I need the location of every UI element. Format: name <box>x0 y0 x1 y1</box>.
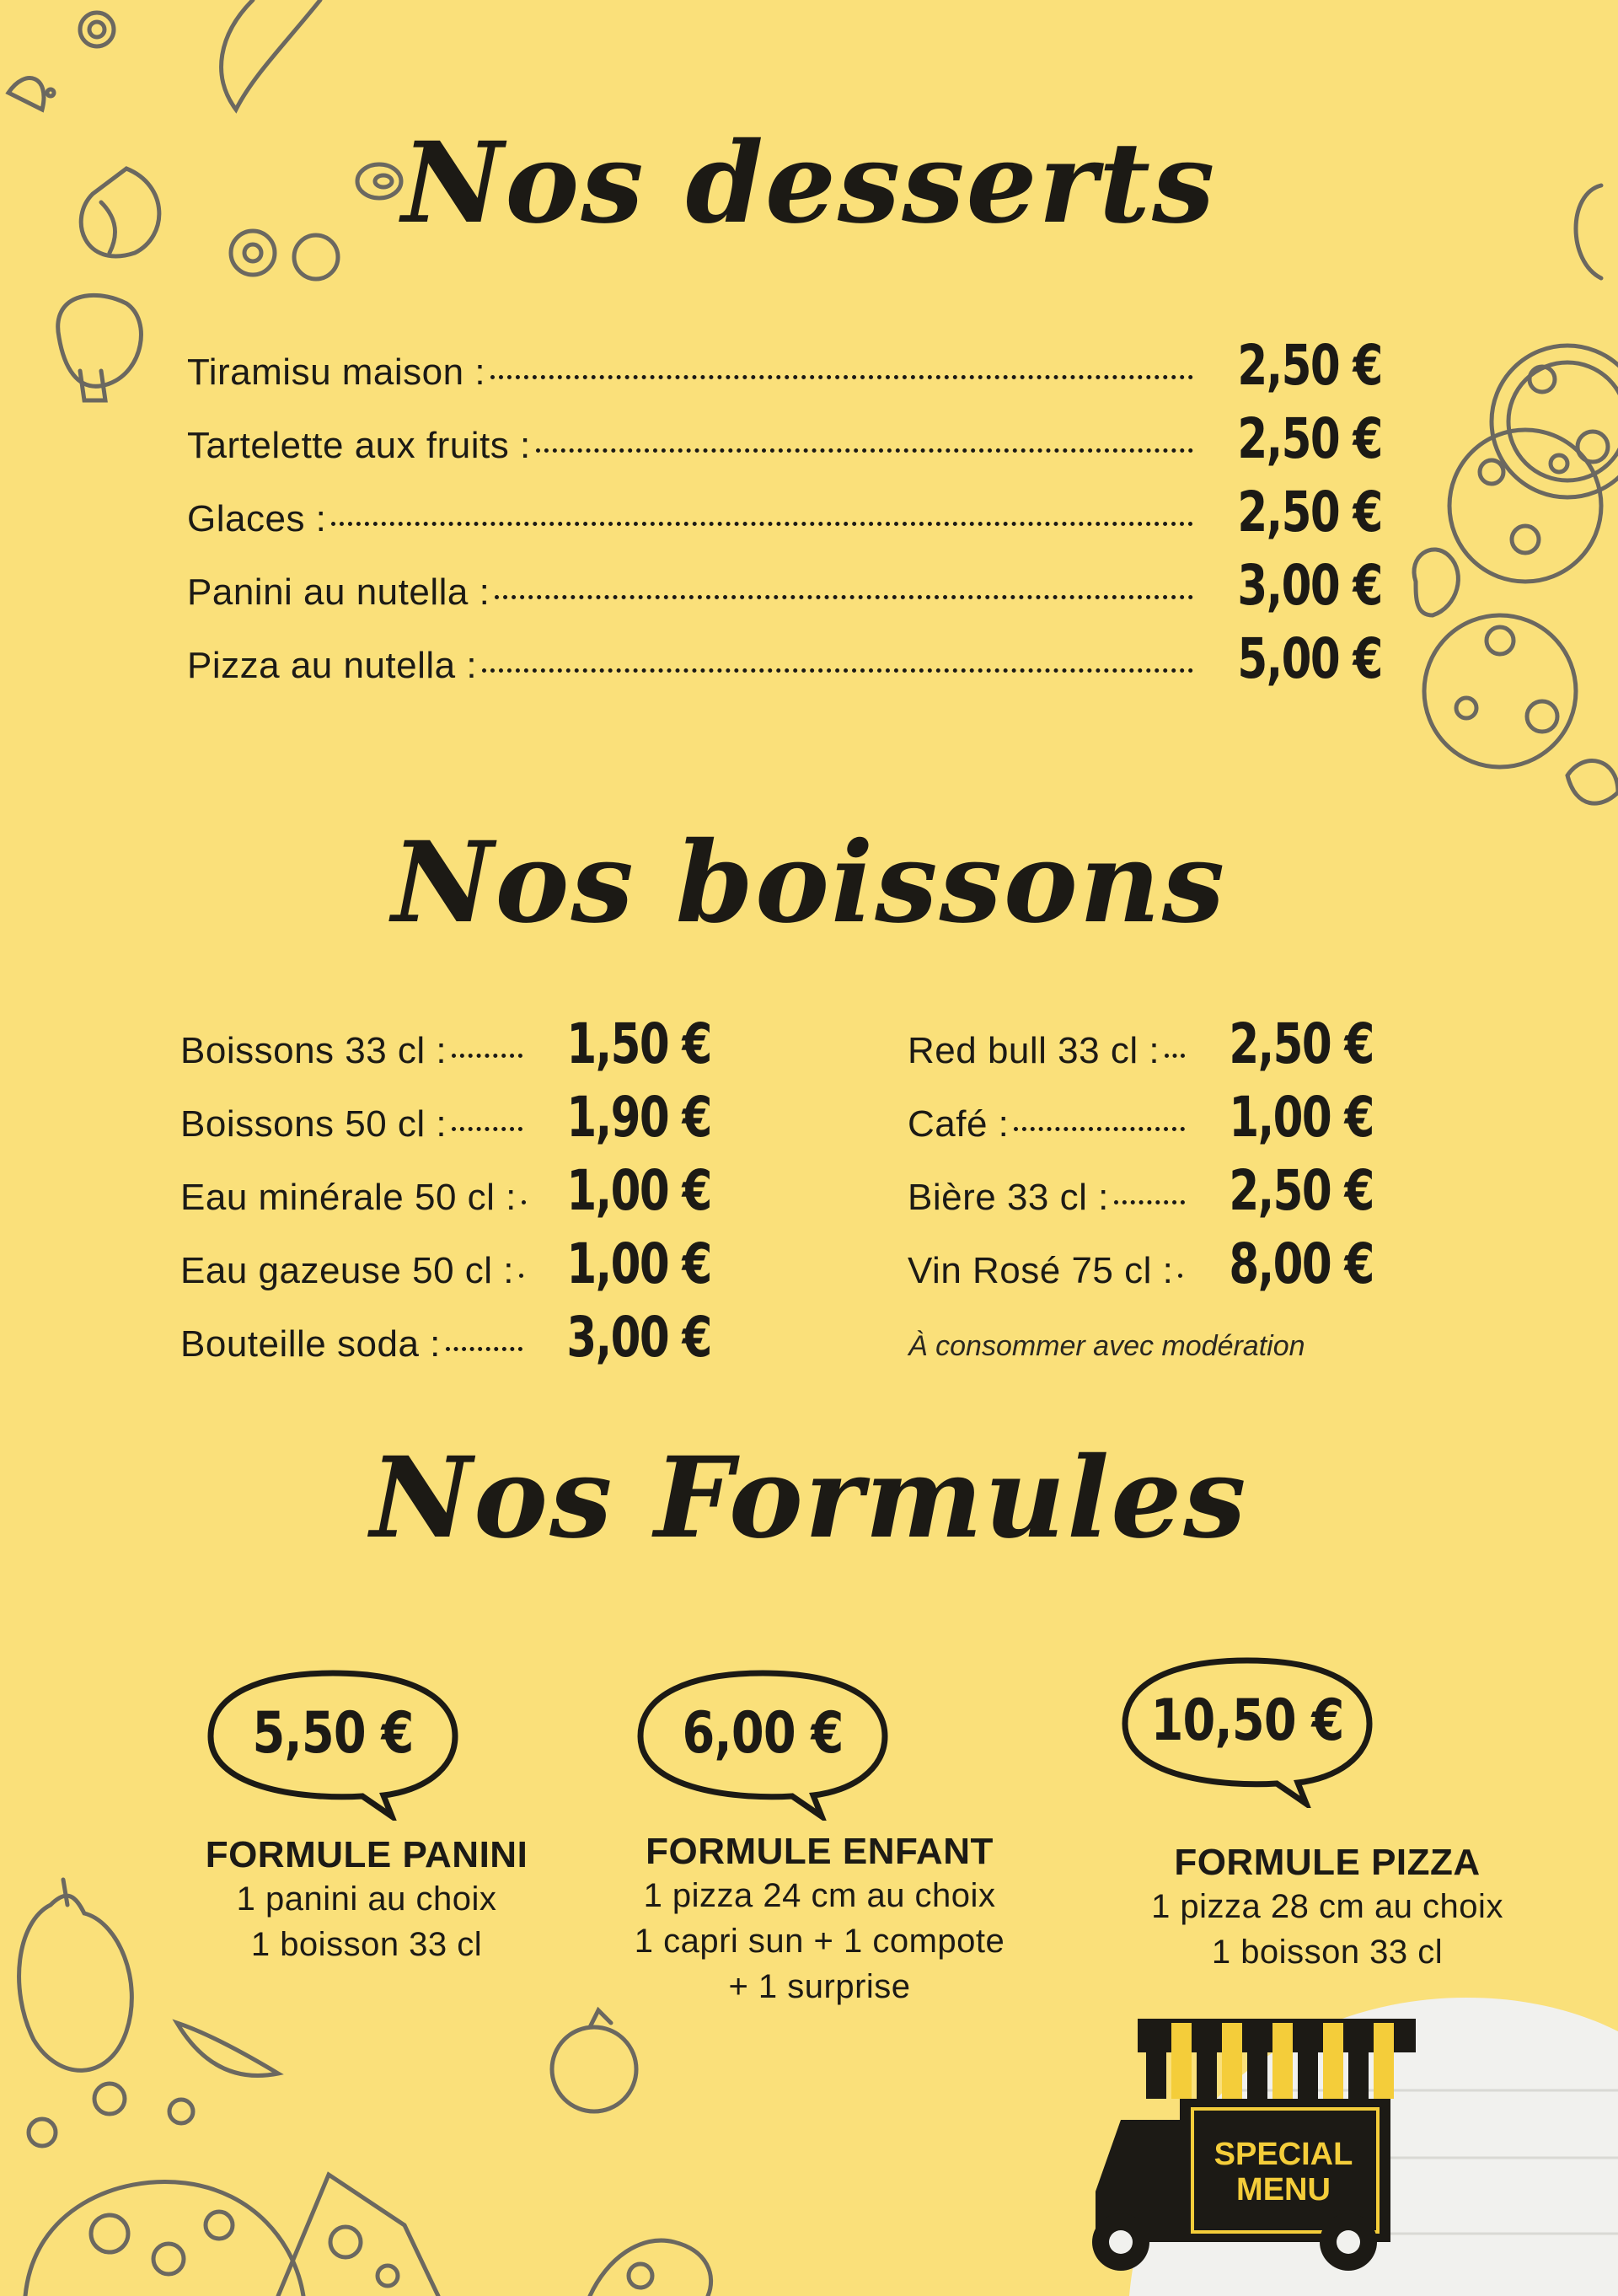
formulas-title: Nos Formules <box>370 1433 1248 1564</box>
drink-price: 3,00 € <box>566 1305 711 1370</box>
formula-line: 1 panini au choix <box>236 1880 497 1918</box>
leader-dots <box>452 1127 522 1131</box>
formula-price: 5,50 € <box>252 1700 414 1767</box>
drink-row-right-4 <box>908 1231 1374 1296</box>
formula-line: 1 capri sun + 1 compote <box>634 1923 1005 1960</box>
drink-row-right-1 <box>908 1011 1374 1076</box>
desserts-title: Nos desserts <box>401 118 1217 249</box>
formula-pizza <box>1104 1842 1551 1975</box>
formula-line: 1 pizza 24 cm au choix <box>643 1877 996 1914</box>
drink-label: Eau gazeuse 50 cl : <box>180 1250 514 1291</box>
drink-price: 1,90 € <box>566 1085 711 1150</box>
drink-price: 2,50 € <box>1229 1158 1374 1223</box>
price-bubble-enfant <box>632 1665 893 1821</box>
dessert-price: 2,50 € <box>1237 480 1382 544</box>
drink-label: Café : <box>908 1103 1010 1145</box>
drink-label: Boissons 50 cl : <box>180 1103 447 1145</box>
leader-dots <box>452 1054 522 1058</box>
dessert-label: Panini au nutella : <box>187 571 490 613</box>
formula-line: 1 pizza 28 cm au choix <box>1151 1888 1503 1925</box>
drink-row-left-3 <box>180 1158 711 1223</box>
leader-dots <box>1178 1274 1185 1278</box>
dessert-price: 5,00 € <box>1237 626 1382 691</box>
leader-dots <box>490 375 1193 379</box>
drink-price: 1,00 € <box>1229 1085 1374 1150</box>
formula-panini <box>160 1834 573 1967</box>
moderation-note: À consommer avec modération <box>908 1330 1305 1362</box>
drink-price: 1,00 € <box>566 1158 711 1223</box>
dessert-label: Tiramisu maison : <box>187 351 486 393</box>
leader-dots <box>495 595 1193 599</box>
dessert-row-3 <box>187 480 1382 544</box>
formula-line: + 1 surprise <box>728 1968 911 2005</box>
leader-dots <box>446 1347 522 1351</box>
drink-label: Bière 33 cl : <box>908 1177 1109 1218</box>
leader-dots <box>1114 1200 1185 1204</box>
drink-row-left-5 <box>180 1305 711 1370</box>
formula-enfant <box>590 1831 1049 2009</box>
formula-price: 6,00 € <box>682 1700 844 1767</box>
formula-line: 1 boisson 33 cl <box>1211 1934 1444 1971</box>
drink-label: Boissons 33 cl : <box>180 1030 447 1071</box>
drink-row-right-2 <box>908 1085 1374 1150</box>
leader-dots <box>331 522 1193 526</box>
formula-name: FORMULE ENFANT <box>646 1831 994 1872</box>
leader-dots <box>536 448 1194 453</box>
special-menu-label <box>1195 2137 1372 2207</box>
formula-line: 1 boisson 33 cl <box>250 1926 483 1963</box>
drink-row-left-1 <box>180 1011 711 1076</box>
leader-dots <box>482 668 1193 673</box>
drink-row-right-3 <box>908 1158 1374 1223</box>
dessert-label: Tartelette aux fruits : <box>187 425 531 466</box>
dessert-price: 2,50 € <box>1237 406 1382 471</box>
leader-dots <box>1014 1127 1185 1131</box>
price-bubble-pizza <box>1117 1652 1378 1808</box>
formula-name: FORMULE PIZZA <box>1174 1842 1481 1883</box>
dessert-row-1 <box>187 333 1382 398</box>
formula-name: FORMULE PANINI <box>205 1834 528 1875</box>
dessert-label: Glaces : <box>187 498 327 539</box>
drink-label: Vin Rosé 75 cl : <box>908 1250 1174 1291</box>
drink-price: 2,50 € <box>1229 1011 1374 1076</box>
drink-label: Red bull 33 cl : <box>908 1030 1160 1071</box>
leader-dots <box>519 1274 522 1278</box>
special-line-2: MENU <box>1236 2172 1331 2207</box>
drink-label: Eau minérale 50 cl : <box>180 1177 517 1218</box>
drink-price: 1,50 € <box>566 1011 711 1076</box>
dessert-row-5 <box>187 626 1382 691</box>
drink-price: 8,00 € <box>1229 1231 1374 1296</box>
dessert-row-2 <box>187 406 1382 471</box>
drink-row-left-2 <box>180 1085 711 1150</box>
dessert-label: Pizza au nutella : <box>187 645 478 686</box>
dessert-price: 3,00 € <box>1237 553 1382 618</box>
drink-row-left-4 <box>180 1231 711 1296</box>
special-line-1: SPECIAL <box>1214 2137 1353 2172</box>
formula-price: 10,50 € <box>1150 1687 1344 1754</box>
dessert-row-4 <box>187 553 1382 618</box>
leader-dots <box>1165 1054 1185 1058</box>
dessert-price: 2,50 € <box>1237 333 1382 398</box>
drink-price: 1,00 € <box>566 1231 711 1296</box>
drink-label: Bouteille soda : <box>180 1323 441 1365</box>
pepperoni-sketch-right <box>1399 169 1618 826</box>
price-bubble-panini <box>202 1665 463 1821</box>
drinks-title: Nos boissons <box>391 818 1227 948</box>
